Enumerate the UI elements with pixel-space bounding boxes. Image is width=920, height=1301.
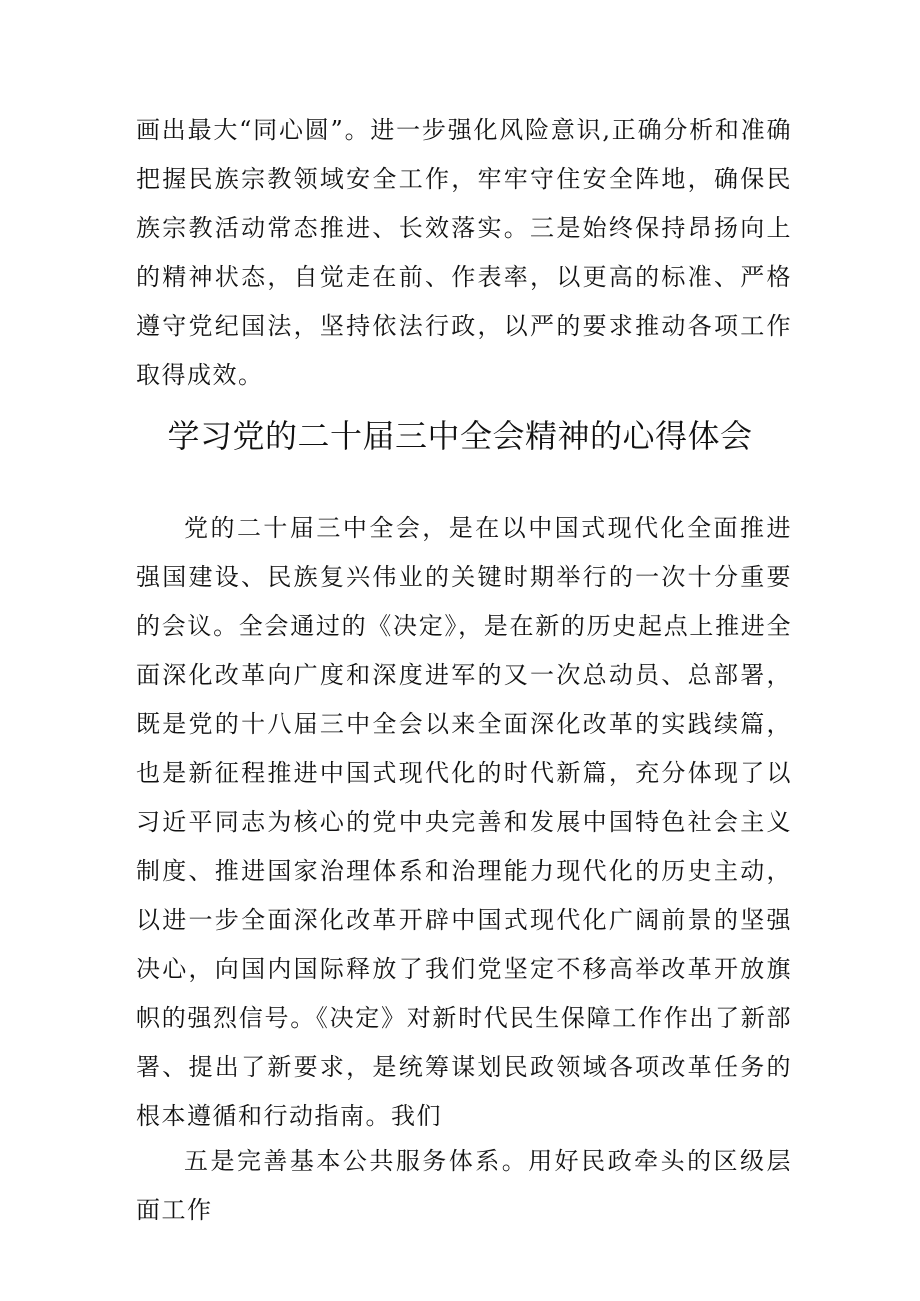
paragraph-main: 党的二十届三中全会，是在以中国式现代化全面推进强国建设、民族复兴伟业的关键时期举行的一次十分重要的会议。全会通过的《决定》，是在新的历史起点上推进全面深化改革向广度和深度进军的又一次总动员、总部署，既是党的十八届三中全会以来全面深化改革的实践续篇，也是新征程推进中国式现代化的时代新篇，充分体现了以习近平同志为核心的党中央完善和发展中国特色社会主义制度、推进国家治理体系和治理能力现代化的历史主动，以进一步全面深化改革开辟中国式现代化广阔前景的坚强决心，向国内国际释放了我们党坚定不移高举改革开放旗帜的强烈信号。《决定》对新时代民生保障工作作出了新部署、提出了新要求，是统筹谋划民政领域各项改革任务的根本遵循和行动指南。我们	[136, 514, 792, 1130]
document-title: 学习党的二十届三中全会精神的心得体会	[167, 417, 753, 455]
paragraph-bottom: 五是完善基本公共服务体系。用好民政牵头的区级层面工作	[136, 1147, 792, 1224]
paragraph-top: 画出最大“同心圆”。进一步强化风险意识,正确分析和准确把握民族宗教领域安全工作，牢牢守住安全阵地，确保民族宗教活动常态推进、长效落实。三是始终保持昂扬向上的精神状态，自觉走在前、作表率，以更高的标准、严格遵守党纪国法，坚持依法行政，以严的要求推动各项工作取得成效。	[136, 116, 792, 389]
